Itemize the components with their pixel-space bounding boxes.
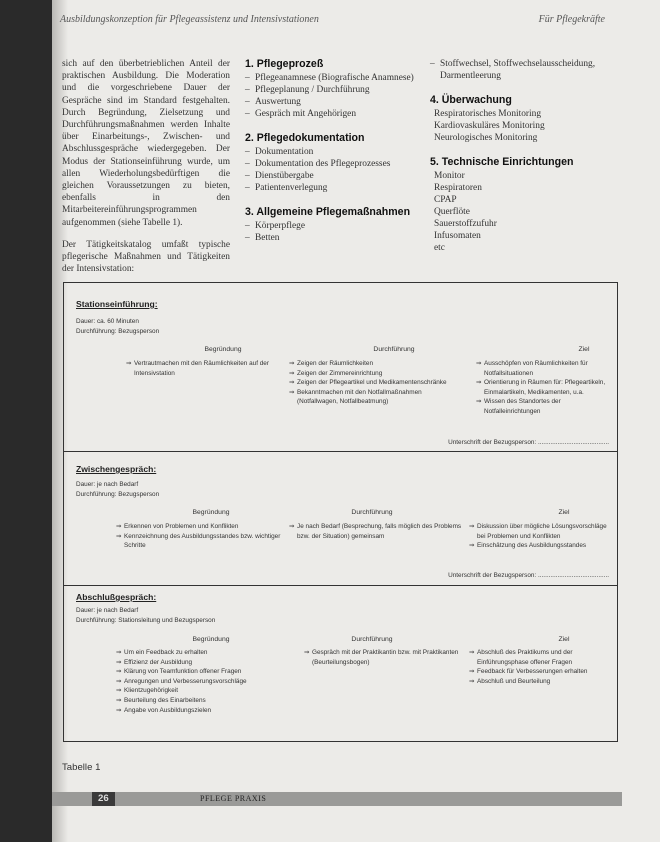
column-goal <box>469 648 614 686</box>
list-item: Querflöte <box>434 207 470 217</box>
journal-name: PFLEGE PRAXIS <box>200 794 267 803</box>
column-procedure <box>289 522 474 541</box>
list-item: – Dienstübergabe <box>245 170 425 182</box>
table-section-stationseinfuehrung <box>64 283 617 451</box>
signature-line: Unterschrift der Bezugsperson: ........................................ <box>448 439 609 446</box>
list-item: – Pflegeanamnese (Biografische Anamnese) <box>245 72 425 84</box>
column-procedure <box>304 648 469 667</box>
running-head <box>60 14 605 32</box>
catalog-heading: 2. Pflegedokumentation <box>245 132 365 144</box>
table-cell: ⇒ Orientierung in Räumen für: Pflegeartikeln, Einmalartikeln, Medikamenten, u.a. <box>476 378 614 397</box>
catalog-heading: 3. Allgemeine Pflegemaßnahmen <box>245 206 411 218</box>
table-cell: ⇒ Zeigen der Pflegeartikel und Medikamentenschränke <box>289 378 479 388</box>
column-reason <box>116 522 284 551</box>
duration-text: Dauer: ca. 60 Minuten <box>76 318 139 325</box>
table-cell: ⇒ Feedback für Verbesserungen erhalten <box>469 667 614 677</box>
list-item: CPAP <box>434 195 457 205</box>
performer-text: Durchführung: Stationsleitung und Bezugsperson <box>76 617 216 624</box>
page-number: 26 <box>92 792 115 806</box>
list-item: – Gespräch mit Angehörigen <box>245 108 425 120</box>
list-item: – Auswertung <box>245 96 425 108</box>
column-reason <box>126 359 286 378</box>
column-procedure <box>289 359 479 407</box>
column-header: Begründung <box>204 346 242 353</box>
catalog-column <box>245 58 425 256</box>
list-item: etc <box>434 243 445 253</box>
catalog-list <box>430 108 610 144</box>
running-head-right: Für Pflegekräfte <box>538 14 605 25</box>
table-cell: ⇒ Angabe von Ausbildungszielen <box>116 706 286 716</box>
duration-text: Dauer: je nach Bedarf <box>76 481 139 488</box>
catalog-heading: 5. Technische Einrichtungen <box>430 156 574 168</box>
table-cell: ⇒ Abschluß und Beurteilung <box>469 677 614 687</box>
table-cell: ⇒ Diskussion über mögliche Lösungsvorschläge bei Problemen und Konflikten <box>469 522 614 541</box>
list-item: Sauerstoffzufuhr <box>434 219 497 229</box>
table-cell: ⇒ Zeigen der Räumlichkeiten <box>289 359 479 369</box>
paragraph: Der Tätigkeitskatalog umfaßt typische pflegerische Maßnahmen und Tätigkeiten der Intensivstation: <box>62 239 230 275</box>
catalog-list <box>245 146 425 194</box>
procedure-table <box>63 282 618 742</box>
column-reason <box>116 648 286 715</box>
table-cell: ⇒ Einschätzung des Ausbildungsstandes <box>469 541 614 551</box>
list-item: – Dokumentation des Pflegeprozesses <box>245 158 425 170</box>
table-cell: ⇒ Gespräch mit der Praktikantin bzw. mit Praktikanten (Beurteilungsbogen) <box>304 648 469 667</box>
column-header: Durchführung <box>373 346 415 353</box>
column-header: Begründung <box>192 509 230 516</box>
list-item: Neurologisches Monitoring <box>434 133 538 143</box>
table-cell: ⇒ Erkennen von Problemen und Konflikten <box>116 522 284 532</box>
catalog-list <box>245 72 425 120</box>
table-cell: (Notfallwagen, Notfallbeatmung) <box>297 398 389 406</box>
table-cell: ⇒ Klientzugehörigkeit <box>116 686 286 696</box>
signature-line: Unterschrift der Bezugsperson: ........................................ <box>448 572 609 579</box>
paragraph: sich auf den überbetrieblichen Anteil der praktischen Ausbildung. Die Moderation und die vorgeschriebene Dauer der Gespräche sind im Standard festgehalten. Durch Begründung, Zielsetzung und Durchführungsmaßnahmen werden Inhalte über Einarbeitungs-, Zwischen- und Abschlussgespräche wiedergegeben. Der Modus der Stationseinführung wurde, um allen Wiederholungsbedürftigen die gleichen Voraussetzungen zu bieten, ebenfalls in den Mitarbeitereinführungsprogrammen aufgenommen (siehe Tabelle 1). <box>62 59 230 228</box>
table-cell: ⇒ Anregungen und Verbesserungsvorschläge <box>116 677 286 687</box>
footer-bar <box>52 792 622 806</box>
table-cell: ⇒ Je nach Bedarf (Besprechung, falls möglich des Problems bzw. der Situation) gemeinsam <box>289 522 474 541</box>
list-item: – Betten <box>245 232 425 244</box>
performer-text: Durchführung: Bezugsperson <box>76 491 160 498</box>
list-item: – Pflegeplanung / Durchführung <box>245 84 425 96</box>
column-header: Ziel <box>578 346 590 353</box>
table-caption: Tabelle 1 <box>62 762 101 773</box>
section-meta <box>76 606 215 626</box>
table-cell: ⇒ Bekanntmachen mit den Notfallmaßnahmen <box>289 388 479 398</box>
duration-text: Dauer: je nach Bedarf <box>76 607 139 614</box>
catalog-list <box>430 170 610 254</box>
column-goal <box>469 522 614 551</box>
performer-text: Durchführung: Bezugsperson <box>76 328 160 335</box>
section-title: Abschlußgespräch: <box>76 592 157 602</box>
list-item: Kardiovaskuläres Monitoring <box>434 121 545 131</box>
table-cell: ⇒ Klärung von Teamfunktion offener Fragen <box>116 667 286 677</box>
list-item: Respiratorisches Monitoring <box>434 109 542 119</box>
catalog-column-right <box>430 58 610 266</box>
list-item: – Körperpflege <box>245 220 425 232</box>
list-item: Respiratoren <box>434 183 482 193</box>
list-item: – Stoffwechsel, Stoffwechselausscheidung, Darmentleerung <box>430 58 610 82</box>
section-title: Zwischengespräch: <box>76 464 157 474</box>
column-header: Begründung <box>192 636 230 643</box>
section-title: Stationseinführung: <box>76 299 158 309</box>
column-header: Ziel <box>558 509 570 516</box>
list-item: – Patientenverlegung <box>245 182 425 194</box>
table-cell: ⇒ Effizienz der Ausbildung <box>116 658 286 668</box>
column-header: Durchführung <box>351 636 393 643</box>
table-cell: ⇒ Vertrautmachen mit den Räumlichkeiten auf der Intensivstation <box>126 359 286 378</box>
catalog-heading: 1. Pflegeprozeß <box>245 58 324 70</box>
body-text-column <box>62 58 230 285</box>
table-cell: ⇒ Beurteilung des Einarbeitens <box>116 696 286 706</box>
column-goal <box>476 359 614 417</box>
section-meta <box>76 480 159 500</box>
table-cell: ⇒ Ausschöpfen von Räumlichkeiten für Notfallsituationen <box>476 359 614 378</box>
section-meta <box>76 317 159 337</box>
column-header: Durchführung <box>351 509 393 516</box>
table-cell: ⇒ Zeigen der Zimmereinrichtung <box>289 369 479 379</box>
table-section-zwischengespraech <box>64 451 617 586</box>
catalog-list <box>430 58 610 82</box>
list-item: Infusomaten <box>434 231 481 241</box>
table-cell: ⇒ Wissen des Standortes der Notfalleinrichtungen <box>476 397 614 416</box>
catalog-list <box>245 220 425 244</box>
list-item: Monitor <box>434 171 465 181</box>
running-head-left: Ausbildungskonzeption für Pflegeassistenz und Intensivstationen <box>60 14 319 25</box>
table-section-abschlussgespraech <box>64 585 617 742</box>
column-header: Ziel <box>558 636 570 643</box>
table-cell: ⇒ Um ein Feedback zu erhalten <box>116 648 286 658</box>
table-cell: ⇒ Abschluß des Praktikums und der Einführungsphase offener Fragen <box>469 648 614 667</box>
list-item: – Dokumentation <box>245 146 425 158</box>
catalog-heading: 4. Überwachung <box>430 94 512 106</box>
table-cell: ⇒ Kennzeichnung des Ausbildungsstandes bzw. wichtiger Schritte <box>116 532 284 551</box>
